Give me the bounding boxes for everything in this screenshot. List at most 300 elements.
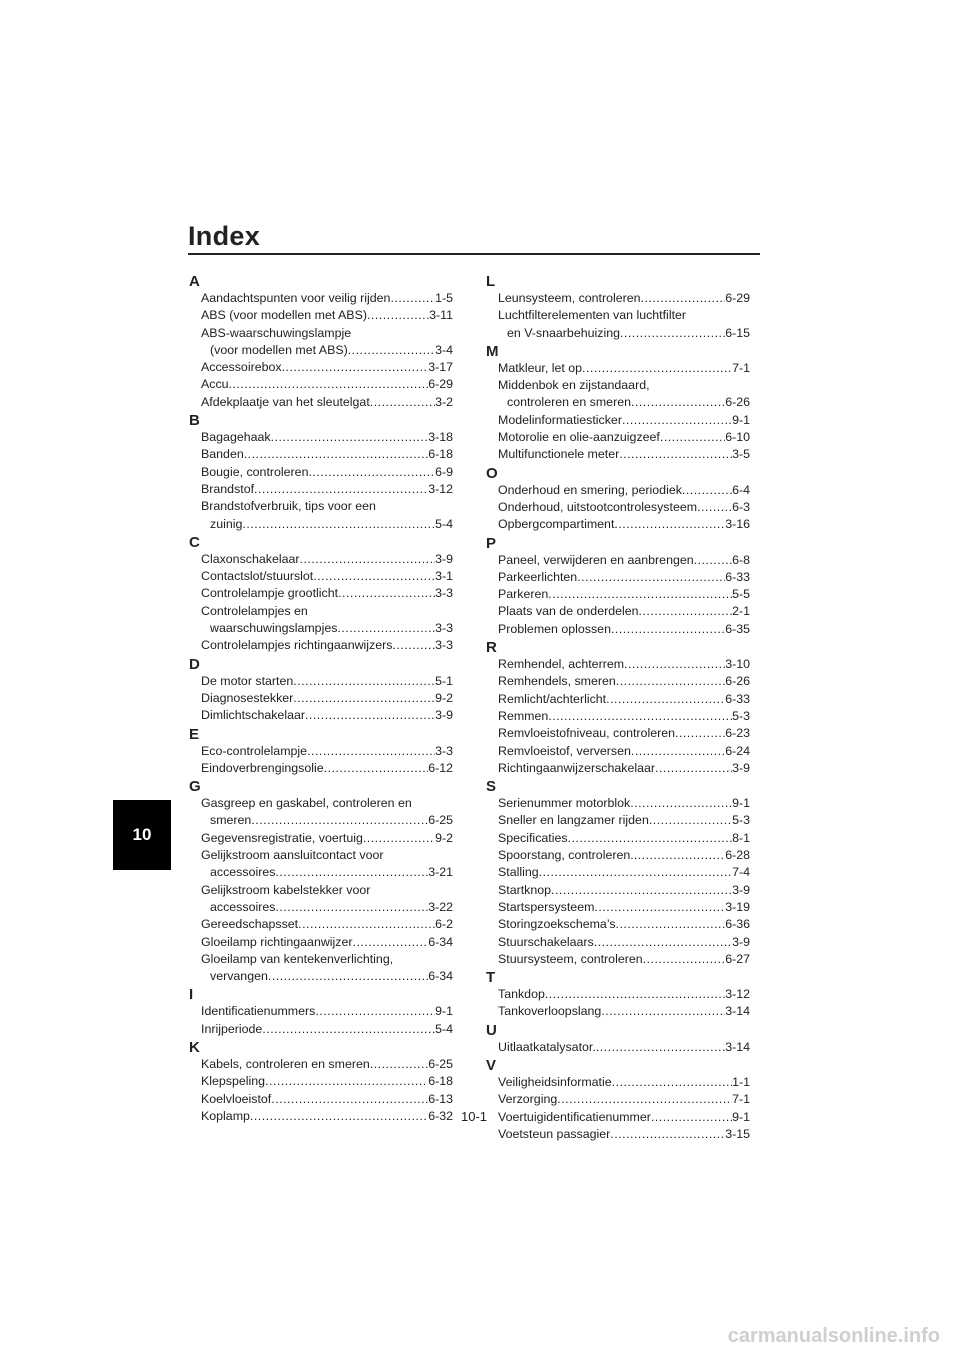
index-entry-page: 3-3 bbox=[435, 743, 453, 758]
index-entry-label: Controlelampjes richtingaanwijzers bbox=[201, 638, 393, 653]
index-entry-label: Gereedschapsset bbox=[201, 917, 299, 932]
dot-leader bbox=[392, 637, 435, 654]
index-entry-page: 3-12 bbox=[725, 987, 750, 1002]
index-entry bbox=[189, 498, 453, 515]
index-entry-page: 6-36 bbox=[725, 917, 750, 932]
index-entry-label: Gloeilamp van kentekenverlichting, bbox=[201, 951, 394, 966]
index-entry-page: 6-33 bbox=[725, 691, 750, 706]
dot-leader bbox=[577, 569, 725, 586]
index-entry bbox=[189, 916, 453, 933]
index-entry bbox=[486, 934, 750, 951]
index-entry bbox=[189, 760, 453, 777]
dot-leader bbox=[244, 446, 428, 463]
index-entry-page: 9-2 bbox=[435, 690, 453, 705]
dot-leader bbox=[616, 916, 726, 933]
index-entry bbox=[189, 551, 453, 568]
index-entry bbox=[486, 830, 750, 847]
index-entry-label: ABS (voor modellen met ABS) bbox=[201, 308, 367, 323]
index-entry bbox=[189, 707, 453, 724]
dot-leader bbox=[675, 725, 725, 742]
dot-leader bbox=[660, 429, 725, 446]
dot-leader bbox=[315, 1003, 435, 1020]
index-entry-label: Inrijperiode bbox=[201, 1021, 263, 1036]
index-entry-page: 6-25 bbox=[428, 1056, 453, 1071]
index-entry-page: 5-4 bbox=[435, 516, 453, 531]
index-entry bbox=[486, 708, 750, 725]
index-entry-page: 6-29 bbox=[725, 291, 750, 305]
index-entry-page: 3-3 bbox=[435, 621, 453, 636]
index-entry bbox=[189, 1091, 453, 1108]
index-entry-label: Remlicht/achterlicht bbox=[498, 691, 607, 706]
dot-leader bbox=[275, 899, 428, 916]
index-entry-label: waarschuwingslampjes bbox=[210, 621, 338, 636]
index-entry-label: accessoires bbox=[210, 865, 276, 880]
index-entry-page: 5-3 bbox=[732, 813, 750, 828]
index-entry-label: Startspersysteem bbox=[498, 899, 595, 914]
index-entry-page: 6-2 bbox=[435, 917, 453, 932]
dot-leader bbox=[568, 830, 733, 847]
index-entry bbox=[486, 812, 750, 829]
index-letter-heading: O bbox=[486, 464, 498, 482]
index-entry-label: Kabels, controleren en smeren bbox=[201, 1056, 370, 1071]
index-entry-page: 6-29 bbox=[428, 377, 453, 392]
index-entry bbox=[486, 394, 750, 411]
dot-leader bbox=[606, 691, 725, 708]
dot-leader bbox=[308, 464, 435, 481]
dot-leader bbox=[643, 951, 726, 968]
dot-leader bbox=[370, 394, 435, 411]
index-entry-label: De motor starten bbox=[201, 673, 294, 688]
index-entry-label: Remmen bbox=[498, 708, 549, 723]
index-entry-page: 3-3 bbox=[435, 638, 453, 653]
dot-leader bbox=[631, 394, 725, 411]
dot-leader bbox=[298, 916, 435, 933]
index-entry-page: 3-18 bbox=[428, 430, 453, 445]
dot-leader bbox=[548, 708, 732, 725]
index-entry-page: 6-33 bbox=[725, 569, 750, 584]
index-entry bbox=[486, 1074, 750, 1091]
index-entry-label: Matkleur, let op bbox=[498, 360, 583, 375]
index-entry bbox=[486, 691, 750, 708]
index-entry-page: 7-4 bbox=[732, 865, 750, 880]
index-entry bbox=[189, 882, 453, 899]
index-entry bbox=[486, 743, 750, 760]
index-entry-label: vervangen bbox=[210, 969, 268, 984]
index-entry bbox=[486, 516, 750, 533]
dot-leader bbox=[293, 673, 435, 690]
index-letter-heading: R bbox=[486, 639, 497, 657]
index-entry-page: 6-34 bbox=[428, 934, 453, 949]
index-entry bbox=[189, 847, 453, 864]
index-entry-label: Problemen oplossen bbox=[498, 621, 611, 636]
index-entry bbox=[189, 1056, 453, 1073]
dot-leader bbox=[242, 516, 435, 533]
index-entry bbox=[486, 882, 750, 899]
index-letter-heading: K bbox=[189, 1038, 200, 1056]
index-entry-label: Serienummer motorblok bbox=[498, 796, 631, 811]
index-entry-page: 9-1 bbox=[732, 1109, 750, 1124]
index-letter-heading: L bbox=[486, 273, 496, 290]
index-letter-heading: M bbox=[486, 342, 499, 360]
index-entry-label: Banden bbox=[201, 447, 244, 462]
index-entry bbox=[486, 1039, 750, 1056]
index-entry-label: Claxonschakelaar bbox=[201, 551, 300, 566]
dot-leader bbox=[622, 412, 732, 429]
index-letter-heading: G bbox=[189, 778, 201, 796]
index-entry bbox=[486, 916, 750, 933]
dot-leader bbox=[610, 1126, 725, 1143]
index-column-left bbox=[189, 272, 453, 1125]
index-entry bbox=[189, 516, 453, 533]
dot-leader bbox=[275, 864, 428, 881]
dot-leader bbox=[551, 882, 732, 899]
index-entry-label: Controlelampje grootlicht bbox=[201, 586, 339, 601]
index-entry-page: 3-9 bbox=[435, 708, 453, 723]
index-entry-page: 1-5 bbox=[435, 291, 453, 305]
dot-leader bbox=[539, 864, 732, 881]
index-entry-label: Klepspeling bbox=[201, 1074, 266, 1089]
index-entry bbox=[189, 325, 453, 342]
index-entry bbox=[189, 359, 453, 376]
index-entry-label: Voetsteun passagier bbox=[498, 1126, 611, 1141]
index-entry-page: 6-18 bbox=[428, 1074, 453, 1089]
index-entry-label: Multifunctionele meter bbox=[498, 447, 620, 462]
index-entry-label: Stalling bbox=[498, 865, 539, 880]
index-entry bbox=[189, 394, 453, 411]
index-entry bbox=[486, 569, 750, 586]
index-entry-label: smeren bbox=[210, 813, 252, 828]
index-entry-label: Spoorstang, controleren. bbox=[498, 848, 634, 863]
dot-leader bbox=[631, 743, 725, 760]
dot-leader bbox=[300, 551, 436, 568]
index-entry bbox=[486, 847, 750, 864]
index-entry bbox=[189, 307, 453, 324]
index-letter-heading: P bbox=[486, 534, 497, 552]
index-entry bbox=[189, 429, 453, 446]
dot-leader bbox=[338, 585, 435, 602]
chapter-tab: 10 bbox=[113, 800, 171, 870]
index-entry-page: 3-9 bbox=[732, 934, 750, 949]
index-entry bbox=[189, 620, 453, 637]
dot-leader bbox=[363, 830, 435, 847]
index-entry bbox=[189, 673, 453, 690]
index-entry-page: 3-21 bbox=[428, 865, 453, 880]
dot-leader bbox=[265, 1073, 428, 1090]
index-entry-page: 6-3 bbox=[732, 499, 750, 514]
dot-leader bbox=[367, 307, 429, 324]
index-letter-heading: T bbox=[486, 969, 496, 987]
index-entry bbox=[486, 290, 750, 307]
index-entry bbox=[486, 621, 750, 638]
dot-leader bbox=[619, 446, 732, 463]
index-entry-label: ABS-waarschuwingslampje bbox=[201, 325, 352, 340]
index-entry-label: accessoires bbox=[210, 899, 276, 914]
index-entry-page: 6-32 bbox=[428, 1108, 453, 1123]
dot-leader bbox=[268, 968, 428, 985]
index-entry bbox=[189, 795, 453, 812]
index-entry-page: 3-11 bbox=[429, 308, 453, 323]
index-entry-page: 2-1 bbox=[732, 604, 750, 619]
index-entry bbox=[486, 656, 750, 673]
index-entry-page: 3-15 bbox=[725, 1126, 750, 1141]
dot-leader bbox=[611, 621, 725, 638]
dot-leader bbox=[682, 482, 732, 499]
index-entry bbox=[486, 412, 750, 429]
index-entry-label: zuinig bbox=[210, 516, 243, 531]
index-letter-heading: U bbox=[486, 1021, 497, 1039]
index-entry bbox=[189, 376, 453, 393]
index-entry-label: Sneller en langzamer rijden bbox=[498, 813, 649, 828]
dot-leader bbox=[639, 603, 733, 620]
index-entry bbox=[486, 1091, 750, 1108]
index-letter-heading: B bbox=[189, 412, 200, 430]
index-entry-page: 6-12 bbox=[428, 760, 453, 775]
index-entry-label: Gasgreep en gaskabel, controleren en bbox=[201, 796, 412, 811]
dot-leader bbox=[548, 586, 732, 603]
dot-leader bbox=[313, 568, 435, 585]
index-letter-heading: C bbox=[189, 533, 200, 551]
index-entry bbox=[486, 795, 750, 812]
dot-leader bbox=[582, 360, 732, 377]
index-entry-label: Tankoverloopslang bbox=[498, 1004, 602, 1019]
index-entry bbox=[189, 585, 453, 602]
index-entry bbox=[189, 342, 453, 359]
index-column-right bbox=[486, 272, 750, 1143]
dot-leader bbox=[370, 1056, 428, 1073]
index-entry-label: Parkeren bbox=[498, 587, 549, 602]
dot-leader bbox=[612, 1074, 732, 1091]
index-entry-label: Storingzoekschema’s bbox=[498, 917, 616, 932]
index-entry-page: 5-5 bbox=[732, 587, 750, 602]
index-entry bbox=[189, 603, 453, 620]
dot-leader bbox=[655, 760, 732, 777]
index-entry-label: Eco-controlelampje bbox=[201, 743, 308, 758]
index-entry-page: 3-16 bbox=[725, 517, 750, 532]
index-entry bbox=[189, 830, 453, 847]
index-entry-page: 6-35 bbox=[725, 621, 750, 636]
index-entry-page: 9-1 bbox=[732, 412, 750, 427]
index-entry-page: 5-4 bbox=[435, 1021, 453, 1036]
index-entry bbox=[189, 899, 453, 916]
index-entry-page: 3-9 bbox=[732, 882, 750, 897]
index-entry-label: Uitlaatkatalysator. bbox=[498, 1039, 596, 1054]
index-entry bbox=[486, 429, 750, 446]
index-entry bbox=[486, 725, 750, 742]
index-entry-page: 3-9 bbox=[732, 760, 750, 775]
dot-leader bbox=[614, 516, 725, 533]
title-divider bbox=[188, 253, 760, 255]
index-entry bbox=[486, 1126, 750, 1143]
watermark: carmanualsonline.info bbox=[727, 1325, 940, 1347]
index-entry-label: Parkeerlichten bbox=[498, 569, 578, 584]
index-entry-page: 3-14 bbox=[725, 1004, 750, 1019]
index-entry bbox=[486, 899, 750, 916]
index-entry-label: Dimlichtschakelaar bbox=[201, 708, 305, 723]
index-entry-page: 7-1 bbox=[732, 360, 750, 375]
index-entry-page: 6-15 bbox=[725, 325, 750, 340]
index-letter-heading: S bbox=[486, 778, 497, 796]
index-entry-page: 3-10 bbox=[725, 657, 750, 672]
index-entry-label: (voor modellen met ABS) bbox=[210, 342, 348, 357]
index-entry bbox=[486, 586, 750, 603]
index-letter-heading: E bbox=[189, 725, 200, 743]
index-entry-page: 6-10 bbox=[725, 430, 750, 445]
index-entry-label: Gelijkstroom aansluitcontact voor bbox=[201, 848, 384, 863]
index-entry-page: 3-19 bbox=[725, 899, 750, 914]
dot-leader bbox=[271, 1091, 428, 1108]
index-entry-label: Remvloeistof, verversen bbox=[498, 743, 631, 758]
index-entry-page: 9-1 bbox=[435, 1004, 453, 1019]
index-entry-label: Remhendels, smeren bbox=[498, 674, 616, 689]
index-entry-label: Koplamp bbox=[201, 1108, 250, 1123]
index-entry-label: Richtingaanwijzerschakelaar bbox=[498, 760, 656, 775]
index-entry-label: Voertuigidentificatienummer bbox=[498, 1109, 651, 1124]
index-entry-page: 3-5 bbox=[732, 447, 750, 462]
index-entry-label: Luchtfilterelementen van luchtfilter bbox=[498, 308, 687, 323]
index-entry bbox=[189, 568, 453, 585]
index-entry-page: 9-1 bbox=[732, 796, 750, 811]
index-entry bbox=[486, 673, 750, 690]
index-entry-page: 5-1 bbox=[435, 673, 453, 688]
index-entry-label: Modelinformatiesticker bbox=[498, 412, 622, 427]
index-entry bbox=[189, 690, 453, 707]
index-entry-page: 3-3 bbox=[435, 586, 453, 601]
index-entry bbox=[189, 481, 453, 498]
index-entry-label: Onderhoud, uitstootcontrolesysteem bbox=[498, 499, 698, 514]
index-entry-label: Veiligheidsinformatie bbox=[498, 1074, 612, 1089]
index-entry-label: Gegevensregistratie, voertuig bbox=[201, 830, 363, 845]
dot-leader bbox=[282, 359, 429, 376]
index-entry bbox=[486, 986, 750, 1003]
index-entry bbox=[189, 446, 453, 463]
index-entry-page: 6-25 bbox=[428, 813, 453, 828]
index-entry-label: Aandachtspunten voor veilig rijden bbox=[201, 291, 391, 305]
index-entry bbox=[486, 377, 750, 394]
index-entry-label: Controlelampjes en bbox=[201, 603, 308, 618]
index-entry-page: 3-9 bbox=[435, 551, 453, 566]
index-entry-label: en V-snaarbehuizing bbox=[507, 325, 620, 340]
index-entry bbox=[486, 603, 750, 620]
index-entry bbox=[486, 951, 750, 968]
index-entry-page: 3-1 bbox=[435, 569, 453, 584]
index-entry-label: Tankdop bbox=[498, 987, 545, 1002]
dot-leader bbox=[594, 934, 732, 951]
index-entry-label: Accu bbox=[201, 377, 229, 392]
index-entry-page: 6-13 bbox=[428, 1091, 453, 1106]
index-entry-label: Startknop bbox=[498, 882, 552, 897]
index-entry bbox=[189, 290, 453, 307]
dot-leader bbox=[624, 656, 725, 673]
index-letter-heading: A bbox=[189, 273, 200, 290]
index-entry-page: 6-4 bbox=[732, 482, 750, 497]
index-entry-label: Specificaties bbox=[498, 830, 568, 845]
index-entry-label: Gelijkstroom kabelstekker voor bbox=[201, 882, 371, 897]
index-entry-page: 3-12 bbox=[428, 481, 453, 496]
index-entry bbox=[189, 951, 453, 968]
index-entry-page: 6-18 bbox=[428, 447, 453, 462]
index-entry-label: Identificatienummers bbox=[201, 1004, 316, 1019]
dot-leader bbox=[337, 620, 435, 637]
index-letter-heading: I bbox=[189, 986, 194, 1004]
index-entry-label: Gloeilamp richtingaanwijzer bbox=[201, 934, 353, 949]
index-entry-page: 6-27 bbox=[725, 951, 750, 966]
index-entry bbox=[189, 1021, 453, 1038]
dot-leader bbox=[620, 325, 725, 342]
index-entry-page: 6-26 bbox=[725, 674, 750, 689]
index-entry-label: Eindoverbrengingsolie bbox=[201, 760, 324, 775]
index-entry-label: Contactslot/stuurslot bbox=[201, 569, 314, 584]
index-entry-label: Opbergcompartiment bbox=[498, 517, 615, 532]
dot-leader bbox=[545, 986, 725, 1003]
index-entry-page: 6-28 bbox=[725, 848, 750, 863]
index-entry-label: Bougie, controleren bbox=[201, 464, 309, 479]
index-entry-page: 6-8 bbox=[732, 552, 750, 567]
dot-leader bbox=[694, 552, 732, 569]
dot-leader bbox=[641, 290, 726, 307]
index-letter-heading: D bbox=[189, 655, 200, 673]
index-entry-label: Plaats van de onderdelen bbox=[498, 604, 639, 619]
index-entry-page: 6-34 bbox=[428, 969, 453, 984]
index-entry-page: 3-4 bbox=[435, 342, 453, 357]
index-entry-label: Motorolie en olie-aanzuigzeef bbox=[498, 430, 660, 445]
index-entry-page: 6-24 bbox=[725, 743, 750, 758]
index-entry bbox=[189, 934, 453, 951]
index-entry-page: 6-9 bbox=[435, 464, 453, 479]
index-entry bbox=[486, 446, 750, 463]
index-entry-page: 3-14 bbox=[725, 1039, 750, 1054]
index-entry bbox=[189, 637, 453, 654]
index-entry-page: 9-2 bbox=[435, 830, 453, 845]
index-entry bbox=[486, 864, 750, 881]
index-entry bbox=[486, 360, 750, 377]
dot-leader bbox=[262, 1021, 435, 1038]
index-entry bbox=[486, 1003, 750, 1020]
index-entry-page: 3-17 bbox=[428, 360, 453, 375]
index-entry-label: Bagagehaak bbox=[201, 430, 271, 445]
index-entry bbox=[486, 760, 750, 777]
index-letter-heading: V bbox=[486, 1056, 497, 1074]
index-entry-page: 3-22 bbox=[428, 899, 453, 914]
dot-leader bbox=[348, 342, 435, 359]
page-number: 10-1 bbox=[460, 1109, 488, 1124]
index-entry-label: Verzorging bbox=[498, 1092, 558, 1107]
dot-leader bbox=[251, 812, 428, 829]
index-entry-label: Leunsysteem, controleren bbox=[498, 291, 641, 305]
index-entry bbox=[486, 325, 750, 342]
page-title: Index bbox=[188, 221, 261, 251]
index-entry-label: Middenbok en zijstandaard, bbox=[498, 378, 650, 393]
index-entry bbox=[189, 812, 453, 829]
dot-leader bbox=[601, 1003, 725, 1020]
index-entry-label: Onderhoud en smering, periodiek bbox=[498, 482, 682, 497]
index-entry bbox=[189, 864, 453, 881]
dot-leader bbox=[630, 795, 732, 812]
index-entry bbox=[189, 1073, 453, 1090]
dot-leader bbox=[353, 934, 429, 951]
index-entry-label: Brandstofverbruik, tips voor een bbox=[201, 499, 376, 514]
dot-leader bbox=[271, 429, 429, 446]
dot-leader bbox=[254, 481, 428, 498]
dot-leader bbox=[616, 673, 725, 690]
index-entry bbox=[189, 1003, 453, 1020]
dot-leader bbox=[649, 812, 732, 829]
index-entry bbox=[189, 968, 453, 985]
index-entry-page: 8-1 bbox=[732, 830, 750, 845]
index-entry-label: Brandstof bbox=[201, 481, 255, 496]
index-entry-label: Koelvloeistof bbox=[201, 1091, 272, 1106]
index-entry bbox=[189, 464, 453, 481]
index-entry-page: 1-1 bbox=[732, 1074, 750, 1089]
